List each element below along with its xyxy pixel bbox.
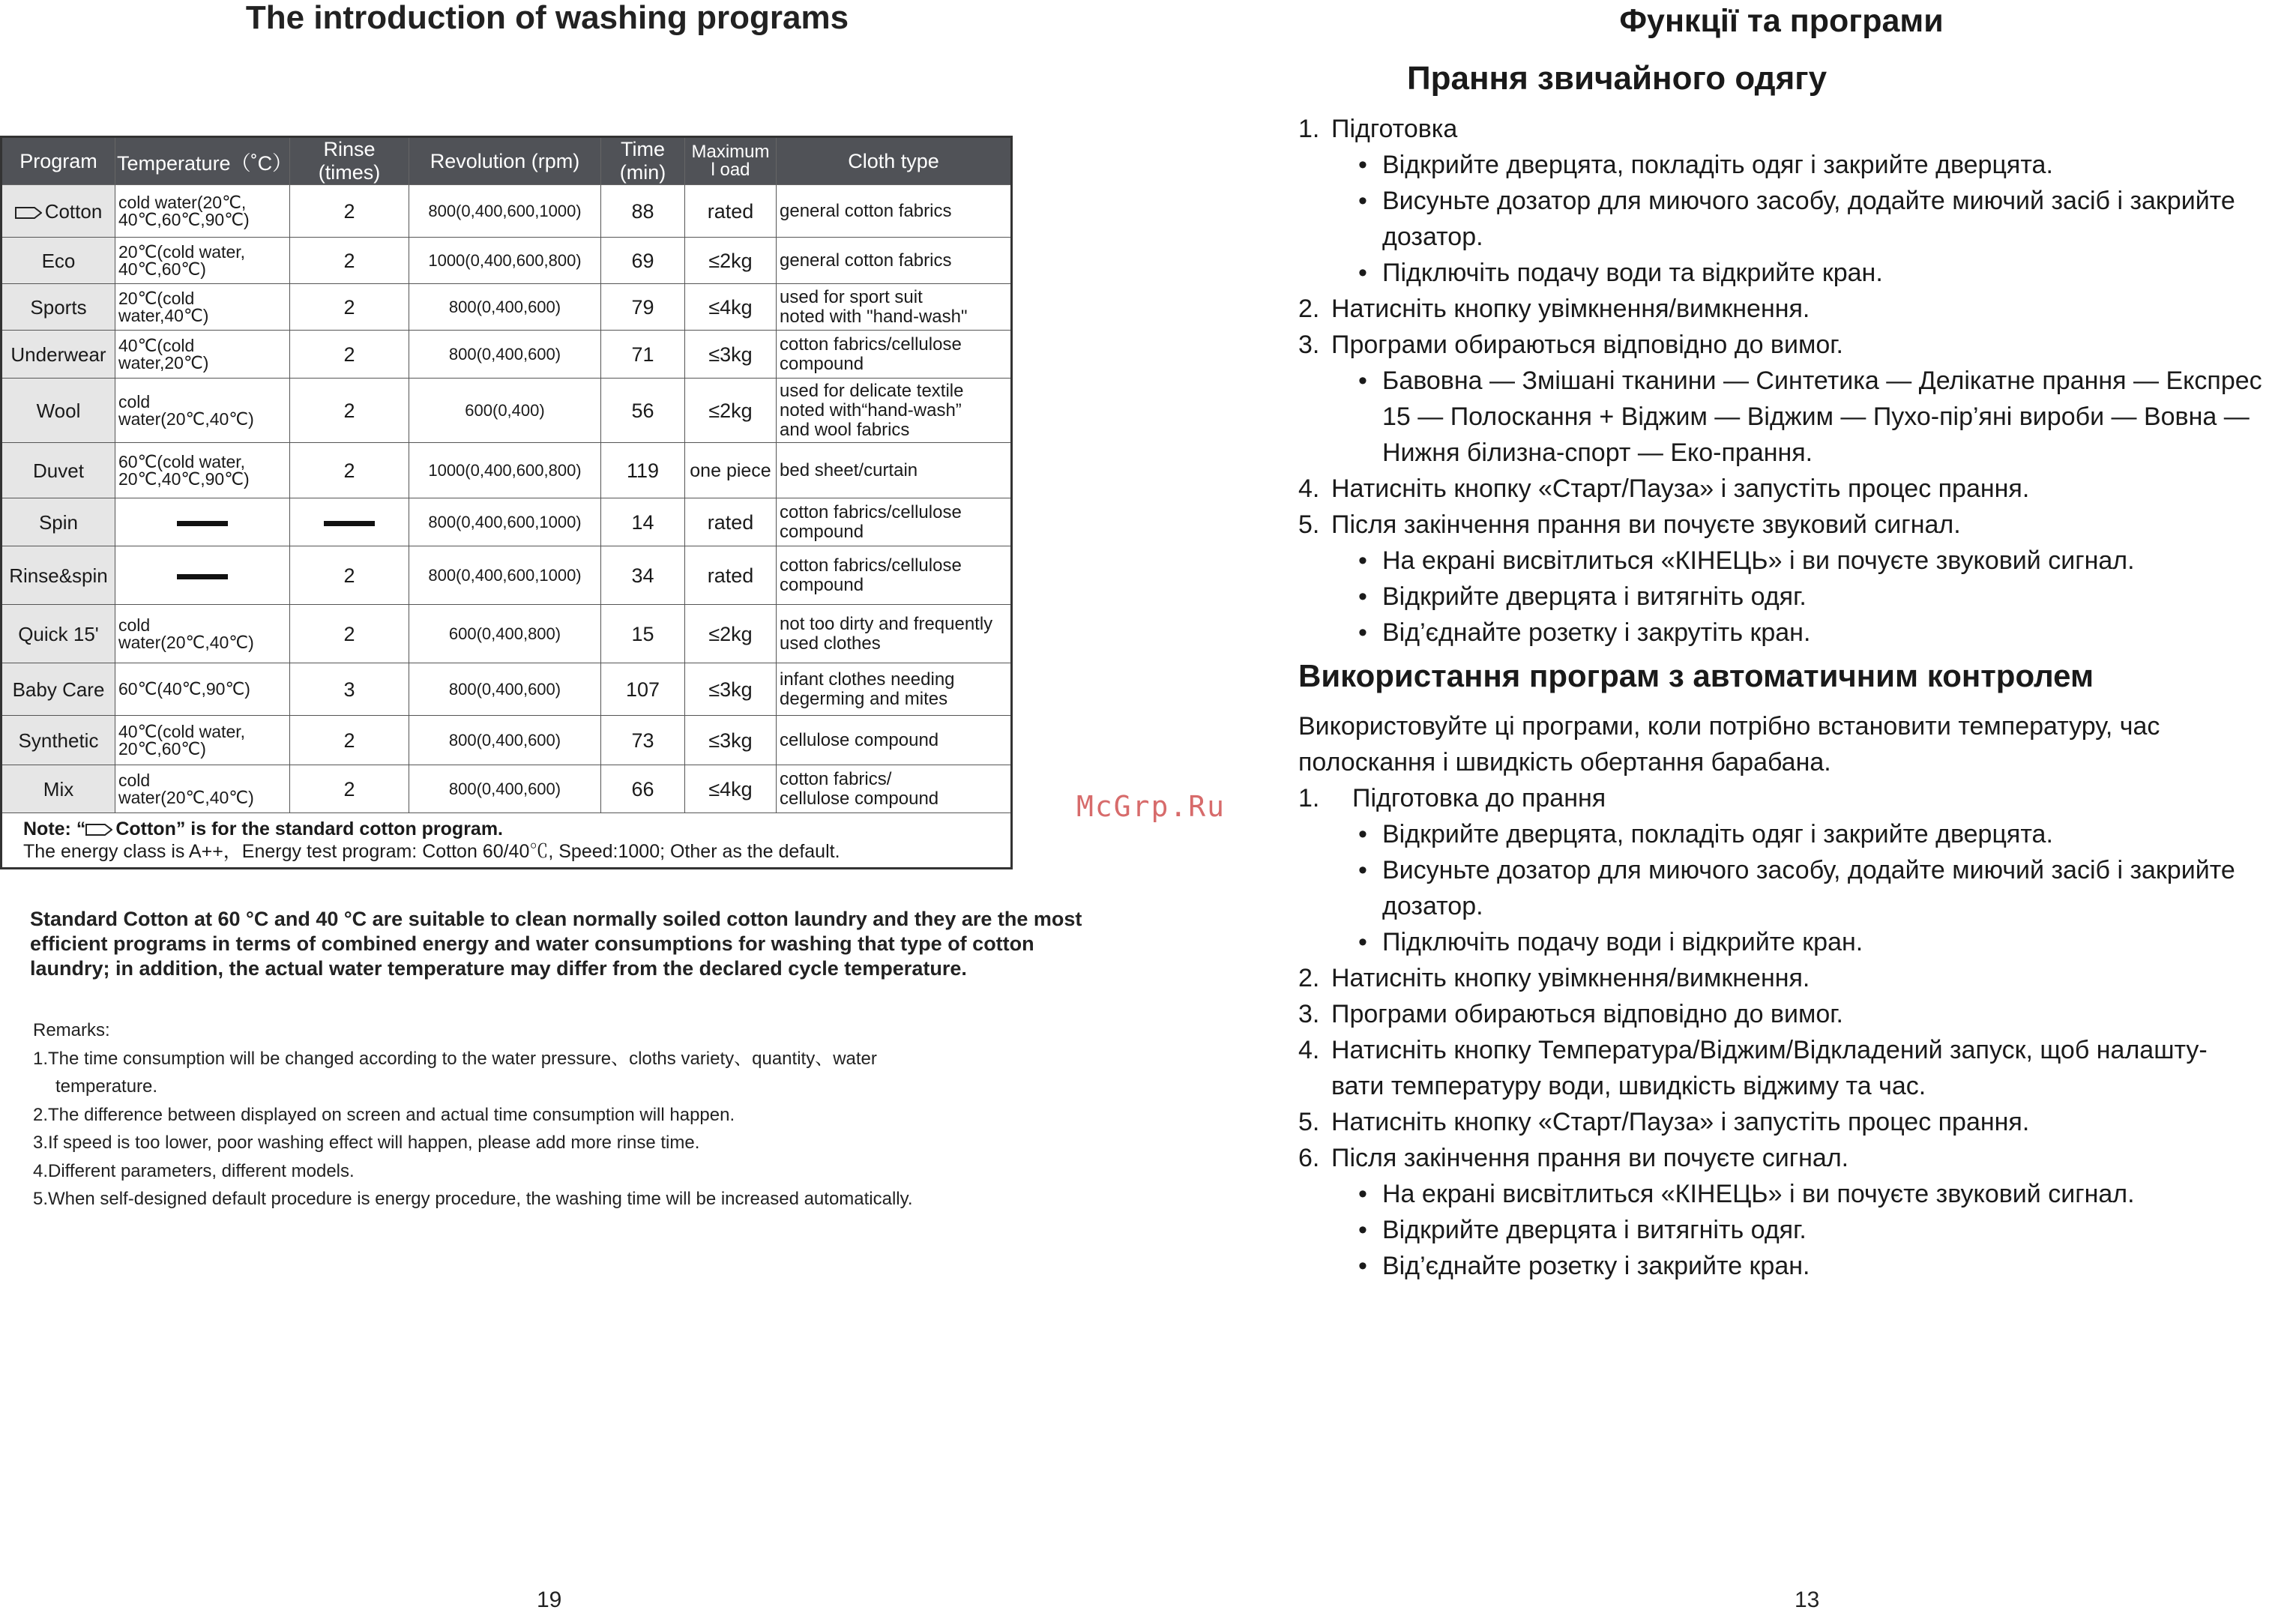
bullet-text: Відкрийте дверцята, покладіть одяг і закрийте дверцята. xyxy=(1382,820,2053,848)
temperature-cell xyxy=(115,716,290,765)
item-text: Підготовка xyxy=(1331,115,1458,143)
temp-line: 40℃,60℃,90℃) xyxy=(118,209,250,229)
remarks xyxy=(33,1016,1097,1213)
time-cell: 66 xyxy=(601,765,685,813)
section-title-auto-control: Використання програм з автоматичним контролем xyxy=(1298,658,2094,693)
list-item xyxy=(1298,111,2295,147)
bullet-item xyxy=(1298,255,2295,291)
note-suffix: ” is for the standard cotton program. xyxy=(175,818,504,839)
rinse-cell: 3 xyxy=(290,663,409,716)
revolution-cell: 800(0,400,600) xyxy=(409,284,601,331)
time-cell: 56 xyxy=(601,379,685,443)
bullet-text: Підключіть подачу води та відкрийте кран. xyxy=(1382,259,1883,287)
bullet-item xyxy=(1298,147,2295,183)
energy-line: The energy class is A++，Energy test program: Cotton 60/40℃, Speed:1000; Other as the default. xyxy=(23,841,840,862)
revolution-cell: 800(0,400,600,1000) xyxy=(409,498,601,546)
bullet-item xyxy=(1298,543,2295,579)
item-number: 5. xyxy=(1298,510,1320,539)
cotton-pentagon-icon xyxy=(15,207,42,219)
item-number: 5. xyxy=(1298,1108,1320,1136)
table-row xyxy=(1,605,1012,663)
cloth-line: used for sport suit xyxy=(780,286,923,307)
program-name: Eco xyxy=(1,238,115,284)
bullet-item xyxy=(1298,363,2295,471)
bullet-icon: • xyxy=(1358,856,1367,884)
item-number: 1. xyxy=(1298,784,1320,812)
load-cell: rated xyxy=(685,185,777,238)
item-text: Натисніть кнопку увімкнення/вимкнення. xyxy=(1331,295,1810,323)
left-page xyxy=(0,0,1124,1613)
time-cell: 71 xyxy=(601,331,685,379)
bullet-text: дозатор. xyxy=(1382,892,1483,920)
programs-table xyxy=(0,136,1013,869)
bullet-item xyxy=(1298,579,2295,615)
rinse-cell: 2 xyxy=(290,284,409,331)
item-number: 4. xyxy=(1298,1036,1320,1064)
temp-line: 60℃(cold water, xyxy=(118,451,246,471)
bullet-text: Нижня білизна-спорт — Еко-прання. xyxy=(1382,438,1813,467)
temperature-cell: 40℃(cold water,20℃) xyxy=(115,331,290,379)
bullet-icon: • xyxy=(1358,1216,1367,1244)
bullet-text: Від’єднайте розетку і закрийте кран. xyxy=(1382,1252,1810,1280)
bullet-icon: • xyxy=(1358,820,1367,848)
revolution-cell: 600(0,400,800) xyxy=(409,605,601,663)
cloth-line: cotton fabrics/ xyxy=(780,768,892,789)
bullet-text: Від’єднайте розетку і закрутіть кран. xyxy=(1382,618,1811,647)
cloth-line: not too dirty and frequently xyxy=(780,613,993,634)
revolution-cell: 800(0,400,600,1000) xyxy=(409,185,601,238)
intro-line: полоскання і швидкість обертання барабана. xyxy=(1298,748,1831,777)
remarks-title: Remarks: xyxy=(33,1020,110,1040)
load-cell: ≤2kg xyxy=(685,605,777,663)
item-text: вати температуру води, швидкість віджиму та час. xyxy=(1331,1072,1926,1100)
cloth-cell: bed sheet/curtain xyxy=(777,443,1012,498)
list-item xyxy=(1298,1032,2295,1104)
program-name: Sports xyxy=(1,284,115,331)
temperature-cell xyxy=(115,546,290,605)
bullet-icon: • xyxy=(1358,928,1367,956)
program-name: Duvet xyxy=(1,443,115,498)
item-text: Натисніть кнопку увімкнення/вимкнення. xyxy=(1331,964,1810,992)
left-page-number: 19 xyxy=(537,1588,562,1612)
program-name: Underwear xyxy=(1,331,115,379)
cloth-line: noted with“hand-wash” xyxy=(780,400,962,420)
note-cotton: Cotton xyxy=(115,818,176,839)
revolution-cell: 800(0,400,600) xyxy=(409,765,601,813)
time-cell: 107 xyxy=(601,663,685,716)
cloth-cell xyxy=(777,379,1012,443)
rinse-cell: 2 xyxy=(290,331,409,379)
item-text: Натисніть кнопку Температура/Віджим/Відкладений запуск, щоб налашту- xyxy=(1331,1036,2208,1064)
header-cloth-type: Cloth type xyxy=(777,137,1012,185)
table-row xyxy=(1,663,1012,716)
list-item xyxy=(1298,1140,2295,1176)
program-name: Baby Care xyxy=(1,663,115,716)
list-item xyxy=(1298,960,2295,996)
bullet-item xyxy=(1298,1176,2295,1212)
bullet-text: Відкрийте дверцята і витягніть одяг. xyxy=(1382,582,1807,611)
table-row xyxy=(1,546,1012,605)
cloth-cell xyxy=(777,331,1012,379)
bullet-item xyxy=(1298,816,2295,852)
bullet-text: дозатор. xyxy=(1382,223,1483,251)
time-cell: 73 xyxy=(601,716,685,765)
table-header-row xyxy=(1,137,1012,185)
cloth-line: cotton fabrics/cellulose xyxy=(780,334,962,355)
table-row xyxy=(1,765,1012,813)
rinse-cell xyxy=(290,498,409,546)
rinse-cell: 2 xyxy=(290,605,409,663)
cloth-line: degerming and mites xyxy=(780,688,948,709)
header-temperature: Temperature（˚C） xyxy=(115,137,290,185)
item-number: 6. xyxy=(1298,1144,1320,1172)
program-name: Mix xyxy=(1,765,115,813)
header-max-load-line2: l oad xyxy=(711,160,750,180)
bullet-icon: • xyxy=(1358,582,1367,611)
cloth-cell: cellulose compound xyxy=(777,716,1012,765)
header-rinse: Rinse (times) xyxy=(290,137,409,185)
load-cell: ≤3kg xyxy=(685,716,777,765)
cloth-cell xyxy=(777,546,1012,605)
bullet-text: На екрані висвітлиться «КІНЕЦЬ» і ви почуєте звуковий сигнал. xyxy=(1382,1180,2135,1208)
temperature-cell: cold water(20℃,40℃) xyxy=(115,765,290,813)
header-program: Program xyxy=(1,137,115,185)
cloth-cell: general cotton fabrics xyxy=(777,238,1012,284)
revolution-cell: 800(0,400,600) xyxy=(409,331,601,379)
bullet-icon: • xyxy=(1358,1180,1367,1208)
revolution-cell: 800(0,400,600) xyxy=(409,663,601,716)
cotton-pentagon-icon xyxy=(85,824,112,836)
right-page-title: Функції та програми xyxy=(1619,3,1944,39)
header-revolution: Revolution (rpm) xyxy=(409,137,601,185)
temperature-cell xyxy=(115,498,290,546)
rinse-cell: 2 xyxy=(290,765,409,813)
cloth-line: used clothes xyxy=(780,633,881,654)
item-text: Після закінчення прання ви почуєте сигнал. xyxy=(1331,1144,1849,1172)
rinse-cell: 2 xyxy=(290,379,409,443)
bullet-icon: • xyxy=(1358,618,1367,647)
bullet-text: Відкрийте дверцята, покладіть одяг і закрийте дверцята. xyxy=(1382,151,2053,179)
table-row xyxy=(1,443,1012,498)
time-cell: 14 xyxy=(601,498,685,546)
remark-item: 3.If speed is too lower, poor washing effect will happen, please add more rinse time. xyxy=(33,1133,700,1153)
load-cell: rated xyxy=(685,498,777,546)
cloth-line: infant clothes needing xyxy=(780,669,955,690)
temperature-cell xyxy=(115,443,290,498)
program-name xyxy=(1,185,115,238)
left-page-title: The introduction of washing programs xyxy=(245,0,849,36)
table-row xyxy=(1,331,1012,379)
cloth-cell xyxy=(777,663,1012,716)
temp-line: 40℃(cold water, xyxy=(118,721,246,741)
cloth-line: cotton fabrics/cellulose xyxy=(780,501,962,522)
cloth-line: cotton fabrics/cellulose xyxy=(780,555,962,576)
cloth-cell xyxy=(777,765,1012,813)
not-applicable-dash xyxy=(324,521,375,526)
item-text: Натисніть кнопку «Старт/Пауза» і запустіть процес прання. xyxy=(1331,474,2030,503)
cloth-cell xyxy=(777,498,1012,546)
program-name: Rinse&spin xyxy=(1,546,115,605)
table-row xyxy=(1,379,1012,443)
time-cell: 79 xyxy=(601,284,685,331)
header-time: Time (min) xyxy=(601,137,685,185)
bullet-icon: • xyxy=(1358,367,1367,395)
bullet-text: На екрані висвітлиться «КІНЕЦЬ» і ви почуєте звуковий сигнал. xyxy=(1382,546,2135,575)
remark-item: 1.The time consumption will be changed according to the water pressure、cloths variety、quantity、water xyxy=(33,1048,877,1069)
time-cell: 15 xyxy=(601,605,685,663)
load-cell: ≤2kg xyxy=(685,238,777,284)
cloth-line: compound xyxy=(780,574,864,595)
list-item xyxy=(1298,471,2295,507)
rinse-cell: 2 xyxy=(290,185,409,238)
table-row xyxy=(1,284,1012,331)
bullet-item xyxy=(1298,852,2295,924)
remark-item: 4.Different parameters, different models. xyxy=(33,1160,355,1181)
program-name: Synthetic xyxy=(1,716,115,765)
bullet-icon: • xyxy=(1358,187,1367,215)
table-row xyxy=(1,185,1012,238)
temperature-cell: cold water(20℃,40℃) xyxy=(115,605,290,663)
bullet-icon: • xyxy=(1358,1252,1367,1280)
cloth-cell xyxy=(777,284,1012,331)
cloth-cell: general cotton fabrics xyxy=(777,185,1012,238)
item-number: 3. xyxy=(1298,1000,1320,1028)
load-cell: ≤4kg xyxy=(685,284,777,331)
temperature-cell: 60℃(40℃,90℃) xyxy=(115,663,290,716)
program-name: Quick 15' xyxy=(1,605,115,663)
item-number: 2. xyxy=(1298,295,1320,323)
rinse-cell: 2 xyxy=(290,443,409,498)
table-note xyxy=(1,813,1012,869)
time-cell: 34 xyxy=(601,546,685,605)
cloth-line: noted with "hand-wash" xyxy=(780,306,968,327)
temp-line: 40℃,60℃) xyxy=(118,259,206,279)
temp-line: 20℃,60℃) xyxy=(118,738,206,759)
time-cell: 88 xyxy=(601,185,685,238)
cloth-line: cellulose compound xyxy=(780,788,939,809)
cloth-cell xyxy=(777,605,1012,663)
bullet-text: Відкрийте дверцята і витягніть одяг. xyxy=(1382,1216,1807,1244)
item-number: 1. xyxy=(1298,115,1320,143)
auto-control-steps xyxy=(1298,708,2295,1284)
remark-item: 5.When self-designed default procedure is energy procedure, the washing time will be increased automatically. xyxy=(33,1189,913,1209)
item-number: 4. xyxy=(1298,474,1320,503)
temp-line: 20℃,40℃,90℃) xyxy=(118,468,250,489)
bullet-text: Підключіть подачу води і відкрийте кран. xyxy=(1382,928,1863,956)
bullet-item xyxy=(1298,1248,2295,1284)
revolution-cell: 800(0,400,600) xyxy=(409,716,601,765)
load-cell: rated xyxy=(685,546,777,605)
list-item xyxy=(1298,780,2295,816)
bullet-item xyxy=(1298,924,2295,960)
note-prefix: Note: “ xyxy=(23,818,86,839)
table-row xyxy=(1,716,1012,765)
item-text: Підготовка до прання xyxy=(1352,784,1606,812)
item-number: 2. xyxy=(1298,964,1320,992)
item-text: Програми обираються відповідно до вимог. xyxy=(1331,1000,1843,1028)
table-row xyxy=(1,498,1012,546)
rinse-cell: 2 xyxy=(290,238,409,284)
bullet-text: Бавовна — Змішані тканини — Синтетика — Делікатне прання — Експрес xyxy=(1382,367,2262,395)
right-page-number: 13 xyxy=(1795,1588,1820,1612)
list-item xyxy=(1298,327,2295,363)
item-text: Програми обираються відповідно до вимог. xyxy=(1331,331,1843,359)
temp-line: 20℃(cold water, xyxy=(118,241,246,262)
intro-line: Використовуйте ці програми, коли потрібно встановити температуру, час xyxy=(1298,712,2160,741)
bullet-text: Висуньте дозатор для миючого засобу, додайте миючий засіб і закрийте xyxy=(1382,187,2235,215)
revolution-cell: 800(0,400,600,1000) xyxy=(409,546,601,605)
temperature-cell xyxy=(115,238,290,284)
time-cell: 119 xyxy=(601,443,685,498)
rinse-cell: 2 xyxy=(290,546,409,605)
bullet-text: Висуньте дозатор для миючого засобу, додайте миючий засіб і закрийте xyxy=(1382,856,2235,884)
cloth-line: compound xyxy=(780,521,864,542)
bullet-text: 15 — Полоскання + Віджим — Віджим — Пухо-пір’яні вироби — Вовна — xyxy=(1382,403,2250,431)
not-applicable-dash xyxy=(177,574,228,579)
cloth-line: used for delicate textile xyxy=(780,380,964,401)
bullet-item xyxy=(1298,183,2295,255)
rinse-cell: 2 xyxy=(290,716,409,765)
item-text: Після закінчення прання ви почуєте звуковий сигнал. xyxy=(1331,510,1961,539)
bullet-icon: • xyxy=(1358,259,1367,287)
program-name: Spin xyxy=(1,498,115,546)
watermark: McGrp.Ru xyxy=(1076,790,1226,823)
table-row xyxy=(1,238,1012,284)
section-title-regular-wash: Прання звичайного одягу xyxy=(1407,60,1828,97)
load-cell: ≤4kg xyxy=(685,765,777,813)
bullet-item xyxy=(1298,615,2295,651)
header-max-load xyxy=(685,137,777,185)
bullet-icon: • xyxy=(1358,546,1367,575)
temperature-cell xyxy=(115,185,290,238)
list-item xyxy=(1298,507,2295,543)
remark-item: 2.The difference between displayed on screen and actual time consumption will happen. xyxy=(33,1104,735,1125)
revolution-cell: 1000(0,400,600,800) xyxy=(409,443,601,498)
header-max-load-line1: Maximum xyxy=(691,142,770,162)
load-cell: ≤3kg xyxy=(685,663,777,716)
right-page xyxy=(1267,0,2296,1613)
list-item xyxy=(1298,291,2295,327)
item-number: 3. xyxy=(1298,331,1320,359)
time-cell: 69 xyxy=(601,238,685,284)
revolution-cell: 600(0,400) xyxy=(409,379,601,443)
bullet-item xyxy=(1298,1212,2295,1248)
item-text: Натисніть кнопку «Старт/Пауза» і запустіть процес прання. xyxy=(1331,1108,2030,1136)
temperature-cell: cold water(20℃,40℃) xyxy=(115,379,290,443)
remark-item: temperature. xyxy=(55,1076,158,1097)
program-name: Wool xyxy=(1,379,115,443)
regular-wash-steps xyxy=(1298,111,2295,651)
load-cell: ≤2kg xyxy=(685,379,777,443)
table-note-row xyxy=(1,813,1012,869)
intro-text xyxy=(1298,708,2295,780)
temperature-cell: 20℃(cold water,40℃) xyxy=(115,284,290,331)
program-name-text: Cotton xyxy=(44,199,103,223)
cloth-line: compound xyxy=(780,353,864,374)
standard-cotton-paragraph: Standard Cotton at 60 °C and 40 °C are suitable to clean normally soiled cotton laundry and they are the most efficient programs in terms of combined energy and water consumptions for washing that type of cotton laundry; in addition, the actual water temperature may differ from the declared cycle temperature. xyxy=(30,908,1082,980)
cloth-line: and wool fabrics xyxy=(780,419,910,440)
revolution-cell: 1000(0,400,600,800) xyxy=(409,238,601,284)
load-cell: ≤3kg xyxy=(685,331,777,379)
temp-line: cold water(20℃, xyxy=(118,192,247,212)
bullet-icon: • xyxy=(1358,151,1367,179)
list-item xyxy=(1298,996,2295,1032)
list-item xyxy=(1298,1104,2295,1140)
load-cell: one piece xyxy=(685,443,777,498)
not-applicable-dash xyxy=(177,521,228,526)
